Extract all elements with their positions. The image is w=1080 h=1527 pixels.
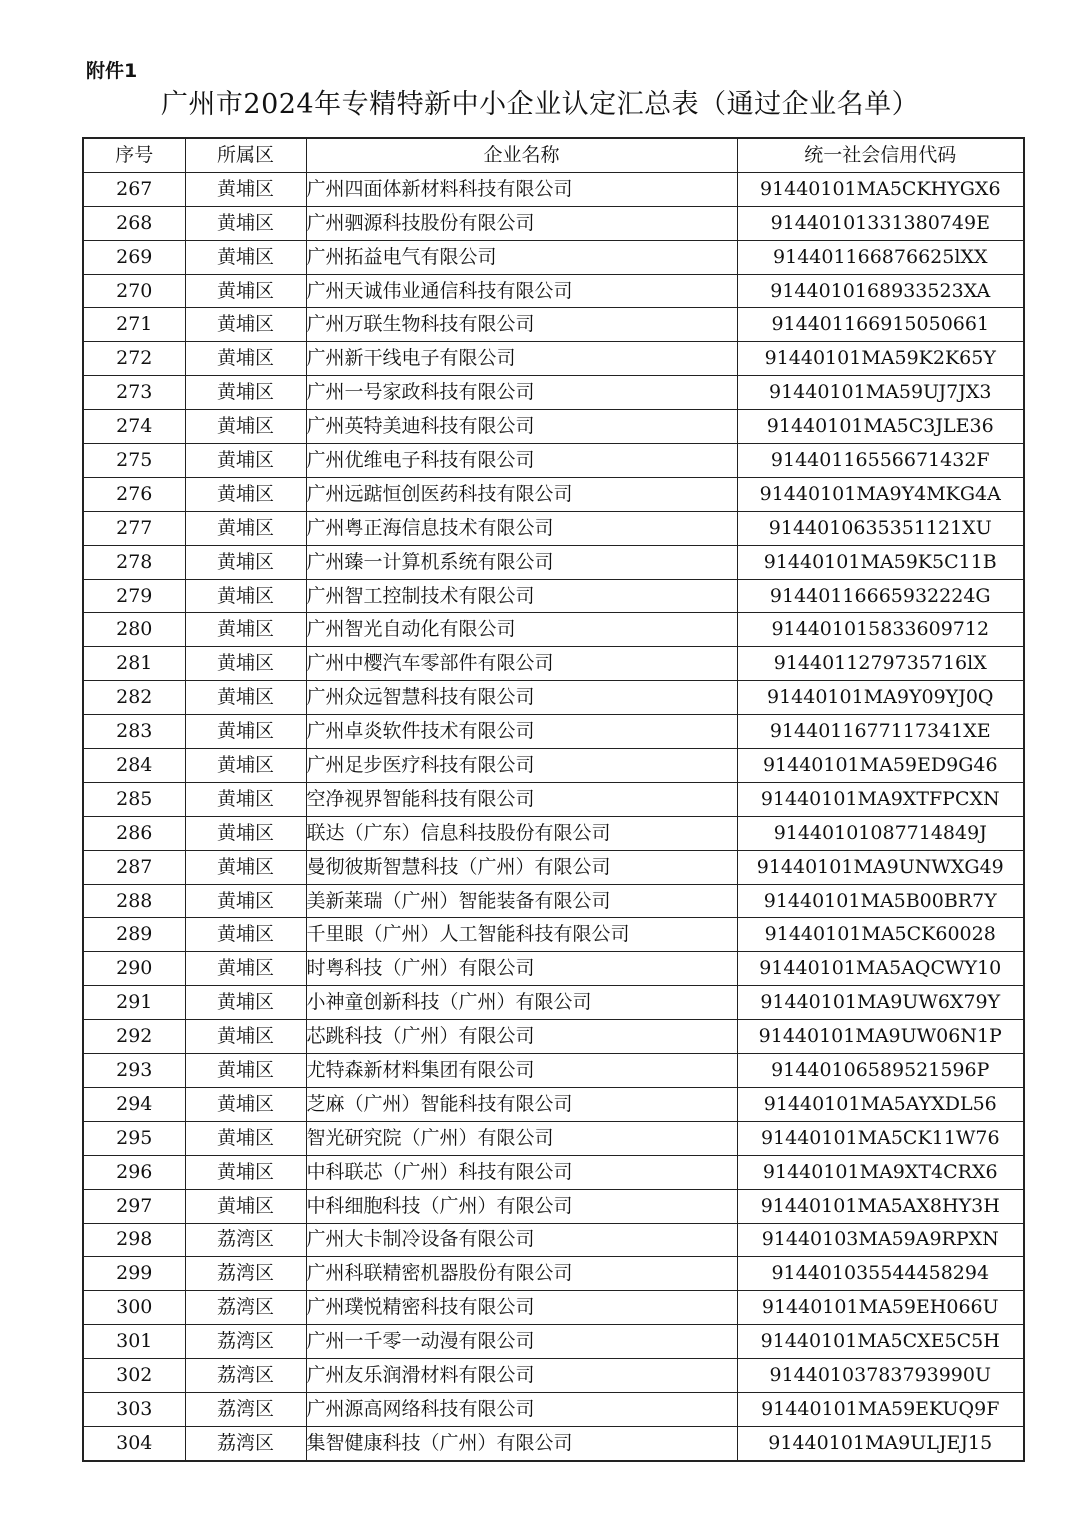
- row-enterprise-name: 空净视界智能科技有限公司: [306, 782, 737, 816]
- row-district: 黄埔区: [185, 308, 306, 342]
- table-body: [83, 172, 1024, 1460]
- row-enterprise-name: 曼彻彼斯智慧科技（广州）有限公司: [306, 850, 737, 884]
- table-row: [83, 342, 1024, 376]
- row-serial-number: 286: [83, 816, 185, 850]
- row-district: 黄埔区: [185, 681, 306, 715]
- row-district: 荔湾区: [185, 1223, 306, 1257]
- row-serial-number: 275: [83, 444, 185, 478]
- row-credit-code: 91440101MA59EH066U: [737, 1291, 1024, 1325]
- row-enterprise-name: 千里眼（广州）人工智能科技有限公司: [306, 918, 737, 952]
- header-serial-number: 序号: [83, 138, 185, 172]
- row-district: 黄埔区: [185, 240, 306, 274]
- row-district: 黄埔区: [185, 1087, 306, 1121]
- row-serial-number: 284: [83, 749, 185, 783]
- row-enterprise-name: 广州众远智慧科技有限公司: [306, 681, 737, 715]
- row-enterprise-name: 广州优维电子科技有限公司: [306, 444, 737, 478]
- row-credit-code: 91440106589521596P: [737, 1054, 1024, 1088]
- row-district: 黄埔区: [185, 918, 306, 952]
- table-row: [83, 782, 1024, 816]
- row-serial-number: 279: [83, 579, 185, 613]
- row-district: 黄埔区: [185, 477, 306, 511]
- table-row: [83, 376, 1024, 410]
- row-enterprise-name: 广州新干线电子有限公司: [306, 342, 737, 376]
- row-credit-code: 91440101MA5C3JLE36: [737, 410, 1024, 444]
- row-serial-number: 270: [83, 274, 185, 308]
- row-district: 黄埔区: [185, 613, 306, 647]
- row-enterprise-name: 广州一千零一动漫有限公司: [306, 1325, 737, 1359]
- row-district: 黄埔区: [185, 1121, 306, 1155]
- row-serial-number: 296: [83, 1155, 185, 1189]
- row-serial-number: 302: [83, 1359, 185, 1393]
- row-credit-code: 91440101MA5CK11W76: [737, 1121, 1024, 1155]
- row-credit-code: 91440101MA5B00BR7Y: [737, 884, 1024, 918]
- table-row: [83, 986, 1024, 1020]
- row-serial-number: 289: [83, 918, 185, 952]
- table-row: [83, 884, 1024, 918]
- row-serial-number: 271: [83, 308, 185, 342]
- row-serial-number: 272: [83, 342, 185, 376]
- row-serial-number: 303: [83, 1392, 185, 1426]
- row-enterprise-name: 集智健康科技（广州）有限公司: [306, 1426, 737, 1460]
- row-credit-code: 91440101MA5CXE5C5H: [737, 1325, 1024, 1359]
- row-credit-code: 91440101MA59K5C11B: [737, 545, 1024, 579]
- table-row: [83, 681, 1024, 715]
- row-credit-code: 914401035544458294: [737, 1257, 1024, 1291]
- row-enterprise-name: 广州万联生物科技有限公司: [306, 308, 737, 342]
- table-row: [83, 850, 1024, 884]
- row-enterprise-name: 美新莱瑞（广州）智能装备有限公司: [306, 884, 737, 918]
- row-enterprise-name: 广州友乐润滑材料有限公司: [306, 1359, 737, 1393]
- row-district: 黄埔区: [185, 1054, 306, 1088]
- row-district: 荔湾区: [185, 1392, 306, 1426]
- row-enterprise-name: 广州拓益电气有限公司: [306, 240, 737, 274]
- table-row: [83, 1223, 1024, 1257]
- table-row: [83, 1325, 1024, 1359]
- row-serial-number: 268: [83, 206, 185, 240]
- row-district: 黄埔区: [185, 1155, 306, 1189]
- row-enterprise-name: 广州臻一计算机系统有限公司: [306, 545, 737, 579]
- row-serial-number: 287: [83, 850, 185, 884]
- header-enterprise-name: 企业名称: [306, 138, 737, 172]
- row-credit-code: 9144010168933523XA: [737, 274, 1024, 308]
- row-serial-number: 299: [83, 1257, 185, 1291]
- row-district: 黄埔区: [185, 376, 306, 410]
- row-credit-code: 91440101MA9XT4CRX6: [737, 1155, 1024, 1189]
- table-row: [83, 410, 1024, 444]
- row-district: 黄埔区: [185, 850, 306, 884]
- row-credit-code: 91440101MA59K2K65Y: [737, 342, 1024, 376]
- table-row: [83, 206, 1024, 240]
- row-enterprise-name: 广州科联精密机器股份有限公司: [306, 1257, 737, 1291]
- table-row: [83, 918, 1024, 952]
- row-credit-code: 91440101MA5AYXDL56: [737, 1087, 1024, 1121]
- row-enterprise-name: 广州一号家政科技有限公司: [306, 376, 737, 410]
- row-enterprise-name: 尤特森新材料集团有限公司: [306, 1054, 737, 1088]
- row-district: 荔湾区: [185, 1325, 306, 1359]
- row-serial-number: 294: [83, 1087, 185, 1121]
- row-district: 黄埔区: [185, 410, 306, 444]
- row-credit-code: 9144011677117341XE: [737, 715, 1024, 749]
- row-serial-number: 274: [83, 410, 185, 444]
- table-header-row: [83, 138, 1024, 172]
- row-district: 黄埔区: [185, 444, 306, 478]
- row-credit-code: 91440101MA9UW06N1P: [737, 1020, 1024, 1054]
- header-district: 所属区: [185, 138, 306, 172]
- row-serial-number: 277: [83, 511, 185, 545]
- row-serial-number: 278: [83, 545, 185, 579]
- row-serial-number: 298: [83, 1223, 185, 1257]
- row-credit-code: 91440116665932224G: [737, 579, 1024, 613]
- row-district: 黄埔区: [185, 1189, 306, 1223]
- row-enterprise-name: 广州粤正海信息技术有限公司: [306, 511, 737, 545]
- row-enterprise-name: 小神童创新科技（广州）有限公司: [306, 986, 737, 1020]
- table-row: [83, 613, 1024, 647]
- row-serial-number: 281: [83, 647, 185, 681]
- row-credit-code: 91440101MA59EKUQ9F: [737, 1392, 1024, 1426]
- row-enterprise-name: 智光研究院（广州）有限公司: [306, 1121, 737, 1155]
- row-district: 荔湾区: [185, 1291, 306, 1325]
- row-enterprise-name: 时粤科技（广州）有限公司: [306, 952, 737, 986]
- row-enterprise-name: 中科联芯（广州）科技有限公司: [306, 1155, 737, 1189]
- table-row: [83, 816, 1024, 850]
- row-district: 黄埔区: [185, 952, 306, 986]
- row-credit-code: 91440101MA5CKHYGX6: [737, 172, 1024, 206]
- table-row: [83, 749, 1024, 783]
- row-serial-number: 282: [83, 681, 185, 715]
- row-enterprise-name: 广州智光自动化有限公司: [306, 613, 737, 647]
- row-enterprise-name: 广州驷源科技股份有限公司: [306, 206, 737, 240]
- document-title: 广州市2024年专精特新中小企业认定汇总表（通过企业名单）: [160, 89, 920, 120]
- row-district: 黄埔区: [185, 884, 306, 918]
- table-row: [83, 240, 1024, 274]
- row-credit-code: 91440103MA59A9RPXN: [737, 1223, 1024, 1257]
- table-row: [83, 1291, 1024, 1325]
- row-enterprise-name: 联达（广东）信息科技股份有限公司: [306, 816, 737, 850]
- row-district: 黄埔区: [185, 715, 306, 749]
- row-credit-code: 91440101MA9UNWXG49: [737, 850, 1024, 884]
- row-district: 黄埔区: [185, 986, 306, 1020]
- table-row: [83, 1257, 1024, 1291]
- row-serial-number: 290: [83, 952, 185, 986]
- row-enterprise-name: 广州大卡制冷设备有限公司: [306, 1223, 737, 1257]
- table-row: [83, 1087, 1024, 1121]
- row-district: 黄埔区: [185, 749, 306, 783]
- row-district: 荔湾区: [185, 1257, 306, 1291]
- row-credit-code: 91440101MA5AX8HY3H: [737, 1189, 1024, 1223]
- row-serial-number: 283: [83, 715, 185, 749]
- row-district: 黄埔区: [185, 579, 306, 613]
- row-credit-code: 91440101MA9XTFPCXN: [737, 782, 1024, 816]
- row-serial-number: 297: [83, 1189, 185, 1223]
- row-credit-code: 9144011279735716lX: [737, 647, 1024, 681]
- row-credit-code: 914401166915050661: [737, 308, 1024, 342]
- table-row: [83, 715, 1024, 749]
- row-district: 黄埔区: [185, 511, 306, 545]
- row-district: 黄埔区: [185, 545, 306, 579]
- table-row: [83, 1359, 1024, 1393]
- row-credit-code: 91440101MA59UJ7JX3: [737, 376, 1024, 410]
- row-credit-code: 91440101MA5CK60028: [737, 918, 1024, 952]
- row-district: 黄埔区: [185, 206, 306, 240]
- row-credit-code: 914401015833609712: [737, 613, 1024, 647]
- row-enterprise-name: 广州中樱汽车零部件有限公司: [306, 647, 737, 681]
- table-row: [83, 579, 1024, 613]
- table-row: [83, 511, 1024, 545]
- table-row: [83, 274, 1024, 308]
- table-row: [83, 172, 1024, 206]
- row-enterprise-name: 广州足步医疗科技有限公司: [306, 749, 737, 783]
- row-serial-number: 285: [83, 782, 185, 816]
- row-serial-number: 304: [83, 1426, 185, 1460]
- row-serial-number: 288: [83, 884, 185, 918]
- table-row: [83, 1189, 1024, 1223]
- row-credit-code: 914401166876625lXX: [737, 240, 1024, 274]
- row-enterprise-name: 芝麻（广州）智能科技有限公司: [306, 1087, 737, 1121]
- row-serial-number: 295: [83, 1121, 185, 1155]
- row-district: 黄埔区: [185, 1020, 306, 1054]
- row-enterprise-name: 广州四面体新材料科技有限公司: [306, 172, 737, 206]
- row-serial-number: 301: [83, 1325, 185, 1359]
- row-district: 黄埔区: [185, 172, 306, 206]
- row-district: 荔湾区: [185, 1426, 306, 1460]
- table-row: [83, 1054, 1024, 1088]
- table-row: [83, 1426, 1024, 1460]
- row-serial-number: 269: [83, 240, 185, 274]
- row-serial-number: 291: [83, 986, 185, 1020]
- row-serial-number: 300: [83, 1291, 185, 1325]
- table-row: [83, 444, 1024, 478]
- row-district: 黄埔区: [185, 647, 306, 681]
- row-credit-code: 91440101087714849J: [737, 816, 1024, 850]
- row-credit-code: 91440101MA9UW6X79Y: [737, 986, 1024, 1020]
- table-row: [83, 1392, 1024, 1426]
- row-credit-code: 91440101MA9Y4MKG4A: [737, 477, 1024, 511]
- row-credit-code: 91440101MA59ED9G46: [737, 749, 1024, 783]
- table-row: [83, 477, 1024, 511]
- attachment-label: 附件1: [86, 60, 138, 82]
- row-district: 黄埔区: [185, 342, 306, 376]
- row-credit-code: 91440101MA9ULJEJ15: [737, 1426, 1024, 1460]
- row-serial-number: 276: [83, 477, 185, 511]
- row-serial-number: 293: [83, 1054, 185, 1088]
- table-row: [83, 952, 1024, 986]
- row-district: 黄埔区: [185, 274, 306, 308]
- table-row: [83, 1020, 1024, 1054]
- table-row: [83, 1155, 1024, 1189]
- row-enterprise-name: 广州卓炎软件技术有限公司: [306, 715, 737, 749]
- row-district: 黄埔区: [185, 782, 306, 816]
- table-row: [83, 647, 1024, 681]
- row-credit-code: 91440103783793990U: [737, 1359, 1024, 1393]
- row-enterprise-name: 广州智工控制技术有限公司: [306, 579, 737, 613]
- row-district: 荔湾区: [185, 1359, 306, 1393]
- table-row: [83, 1121, 1024, 1155]
- row-district: 黄埔区: [185, 816, 306, 850]
- row-enterprise-name: 广州远踮恒创医药科技有限公司: [306, 477, 737, 511]
- row-credit-code: 91440101MA9Y09YJ0Q: [737, 681, 1024, 715]
- row-serial-number: 273: [83, 376, 185, 410]
- row-credit-code: 91440101331380749E: [737, 206, 1024, 240]
- row-enterprise-name: 广州源高网络科技有限公司: [306, 1392, 737, 1426]
- row-credit-code: 91440116556671432F: [737, 444, 1024, 478]
- row-enterprise-name: 广州天诚伟业通信科技有限公司: [306, 274, 737, 308]
- row-serial-number: 292: [83, 1020, 185, 1054]
- table-row: [83, 545, 1024, 579]
- table-row: [83, 308, 1024, 342]
- header-credit-code: 统一社会信用代码: [737, 138, 1024, 172]
- row-enterprise-name: 广州英特美迪科技有限公司: [306, 410, 737, 444]
- row-credit-code: 91440101MA5AQCWY10: [737, 952, 1024, 986]
- row-enterprise-name: 中科细胞科技（广州）有限公司: [306, 1189, 737, 1223]
- row-enterprise-name: 广州璞悦精密科技有限公司: [306, 1291, 737, 1325]
- enterprise-table: [82, 137, 1025, 1462]
- row-serial-number: 280: [83, 613, 185, 647]
- row-serial-number: 267: [83, 172, 185, 206]
- row-enterprise-name: 芯跳科技（广州）有限公司: [306, 1020, 737, 1054]
- row-credit-code: 9144010635351121XU: [737, 511, 1024, 545]
